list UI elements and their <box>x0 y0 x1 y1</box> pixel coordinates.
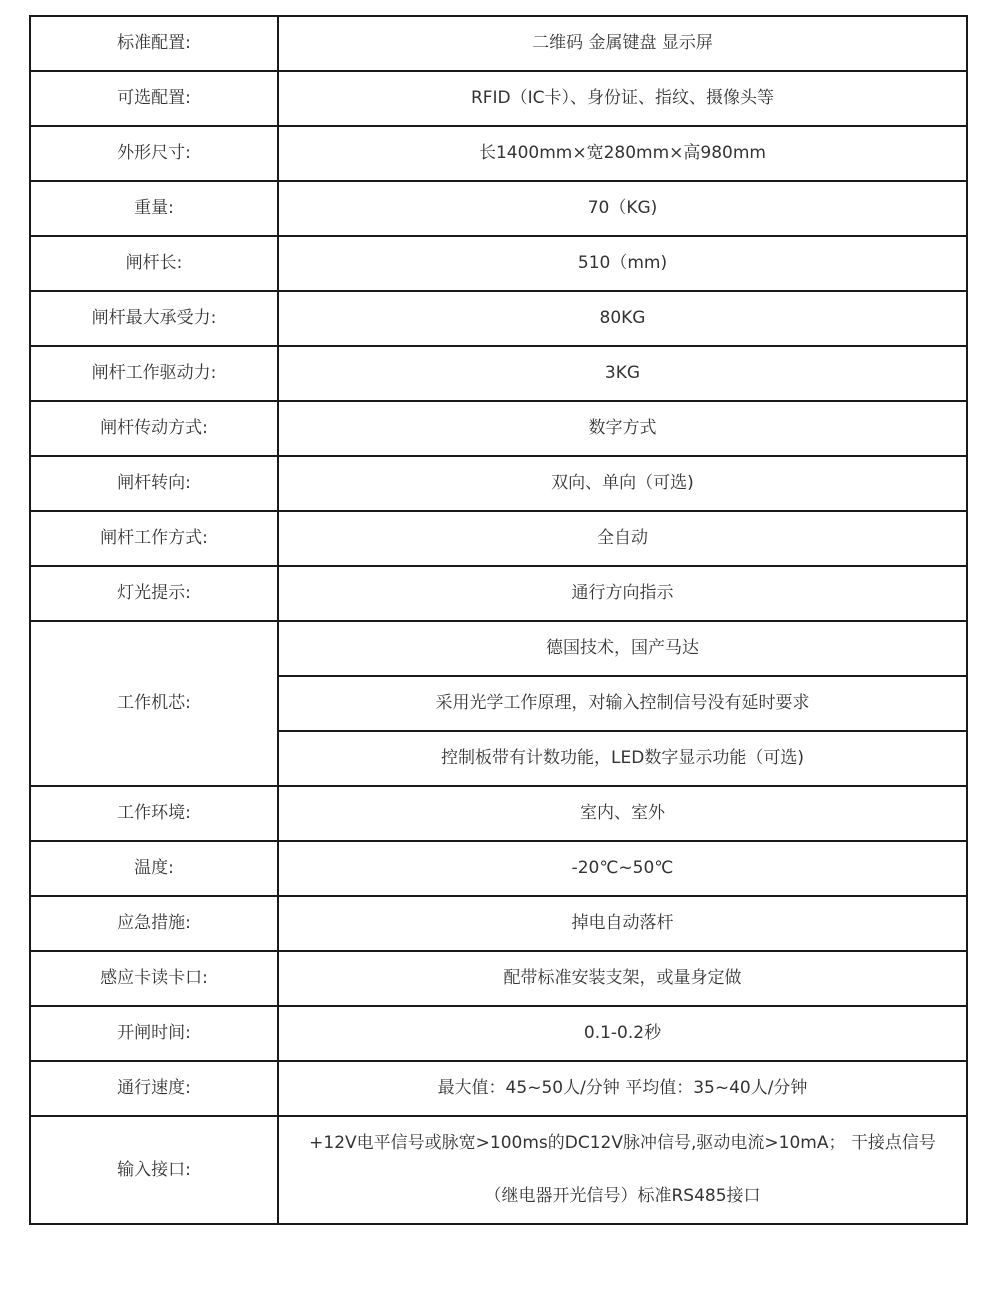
table-row <box>30 346 967 401</box>
row-label: 输入接口: <box>30 1116 278 1224</box>
table-row <box>30 236 967 291</box>
row-value: RFID（IC卡）、身份证、指纹、摄像头等 <box>278 71 967 126</box>
row-label: 灯光提示: <box>30 566 278 621</box>
row-label: 闸杆转向: <box>30 456 278 511</box>
table-row <box>30 181 967 236</box>
row-label: 闸杆最大承受力: <box>30 291 278 346</box>
row-value: 数字方式 <box>278 401 967 456</box>
row-value: 70（KG) <box>278 181 967 236</box>
value-line: +12V电平信号或脉宽>100ms的DC12V脉冲信号,驱动电流>10mA； 干接点信号 <box>309 1133 936 1153</box>
row-value: 0.1-0.2秒 <box>278 1006 967 1061</box>
row-label: 感应卡读卡口: <box>30 951 278 1006</box>
value-line: （继电器开光信号）标准RS485接口 <box>484 1186 761 1206</box>
table-row <box>30 1006 967 1061</box>
row-value: 长1400mm×宽280mm×高980mm <box>278 126 967 181</box>
table-row <box>30 951 967 1006</box>
row-value: 双向、单向（可选) <box>278 456 967 511</box>
row-value-multiline <box>278 1116 967 1224</box>
row-label: 温度: <box>30 841 278 896</box>
row-value: 510（mm) <box>278 236 967 291</box>
row-value: 德国技术，国产马达 <box>278 621 967 676</box>
row-label: 标准配置: <box>30 16 278 71</box>
row-value: -20℃~50℃ <box>278 841 967 896</box>
row-label: 开闸时间: <box>30 1006 278 1061</box>
table-row <box>30 896 967 951</box>
row-value: 配带标准安装支架，或量身定做 <box>278 951 967 1006</box>
table-row <box>30 1116 967 1224</box>
row-label: 通行速度: <box>30 1061 278 1116</box>
row-label: 工作环境: <box>30 786 278 841</box>
row-label: 外形尺寸: <box>30 126 278 181</box>
table-row <box>30 456 967 511</box>
row-value: 掉电自动落杆 <box>278 896 967 951</box>
row-label: 闸杆工作驱动力: <box>30 346 278 401</box>
row-label: 重量: <box>30 181 278 236</box>
table-row <box>30 621 967 676</box>
row-label: 可选配置: <box>30 71 278 126</box>
table-row <box>30 511 967 566</box>
table-row <box>30 71 967 126</box>
row-value: 全自动 <box>278 511 967 566</box>
row-value: 控制板带有计数功能，LED数字显示功能（可选) <box>278 731 967 786</box>
table-row <box>30 126 967 181</box>
table-row <box>30 841 967 896</box>
row-value: 80KG <box>278 291 967 346</box>
row-value: 3KG <box>278 346 967 401</box>
table-row <box>30 291 967 346</box>
row-label: 应急措施: <box>30 896 278 951</box>
row-value: 采用光学工作原理，对输入控制信号没有延时要求 <box>278 676 967 731</box>
table-row <box>30 401 967 456</box>
row-label: 闸杆传动方式: <box>30 401 278 456</box>
row-label: 闸杆长: <box>30 236 278 291</box>
table-row <box>30 16 967 71</box>
table-row <box>30 566 967 621</box>
row-value: 最大值：45~50人/分钟 平均值：35~40人/分钟 <box>278 1061 967 1116</box>
table-row <box>30 1061 967 1116</box>
spec-table <box>29 15 968 1225</box>
row-label: 闸杆工作方式: <box>30 511 278 566</box>
row-value: 通行方向指示 <box>278 566 967 621</box>
row-value: 室内、室外 <box>278 786 967 841</box>
row-label: 工作机芯: <box>30 621 278 786</box>
table-row <box>30 786 967 841</box>
row-value: 二维码 金属键盘 显示屏 <box>278 16 967 71</box>
